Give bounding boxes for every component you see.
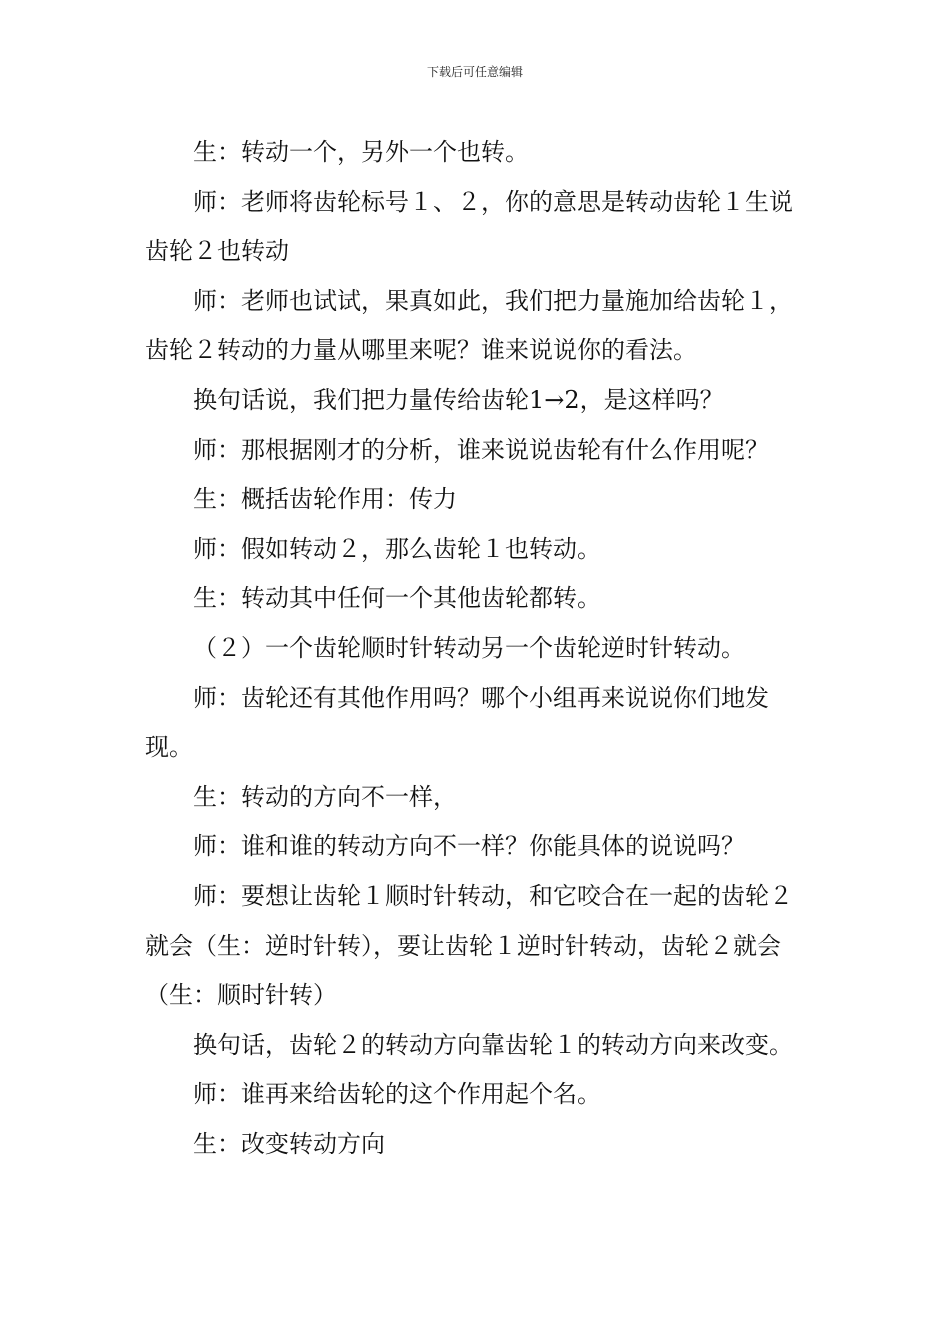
paragraph-2: 师：老师将齿轮标号１、２，你的意思是转动齿轮１生说齿轮２也转动 [145,187,793,266]
paragraph-9: （２）一个齿轮顺时针转动另一个齿轮逆时针转动。 [193,633,745,662]
paragraph-3: 师：老师也试试，果真如此，我们把力量施加给齿轮１，齿轮２转动的力量从哪里来呢？谁来说说你的看法。 [145,286,793,365]
paragraph-6: 生：概括齿轮作用：传力 [193,485,457,514]
paragraph-12: 师：谁和谁的转动方向不一样？你能具体的说说吗？ [193,832,745,861]
paragraph-8: 生：转动其中任何一个其他齿轮都转。 [193,584,601,613]
paragraph-15: 师：谁再来给齿轮的这个作用起个名。 [193,1080,601,1109]
header-note: 下载后可任意编辑 [426,65,523,79]
paragraph-4: 换句话说，我们把力量传给齿轮1→2，是这样吗？ [193,385,724,414]
paragraph-1: 生：转动一个，另外一个也转。 [193,138,529,166]
paragraph-13: 师：要想让齿轮１顺时针转动，和它咬合在一起的齿轮２就会（生：逆时针转），要让齿轮１逆时针转动，齿轮２就会（生：顺时针转） [145,881,793,1010]
paragraph-16: 生：改变转动方向 [193,1129,385,1158]
document-body [145,128,807,1169]
paragraph-7: 师：假如转动２，那么齿轮１也转动。 [193,534,601,563]
paragraph-11: 生：转动的方向不一样， [193,782,457,811]
paragraph-14: 换句话，齿轮２的转动方向靠齿轮１的转动方向来改变。 [193,1030,793,1059]
paragraph-10: 师：齿轮还有其他作用吗？哪个小组再来说说你们地发现。 [145,683,769,762]
paragraph-5: 师：那根据刚才的分析，谁来说说齿轮有什么作用呢？ [193,435,769,464]
